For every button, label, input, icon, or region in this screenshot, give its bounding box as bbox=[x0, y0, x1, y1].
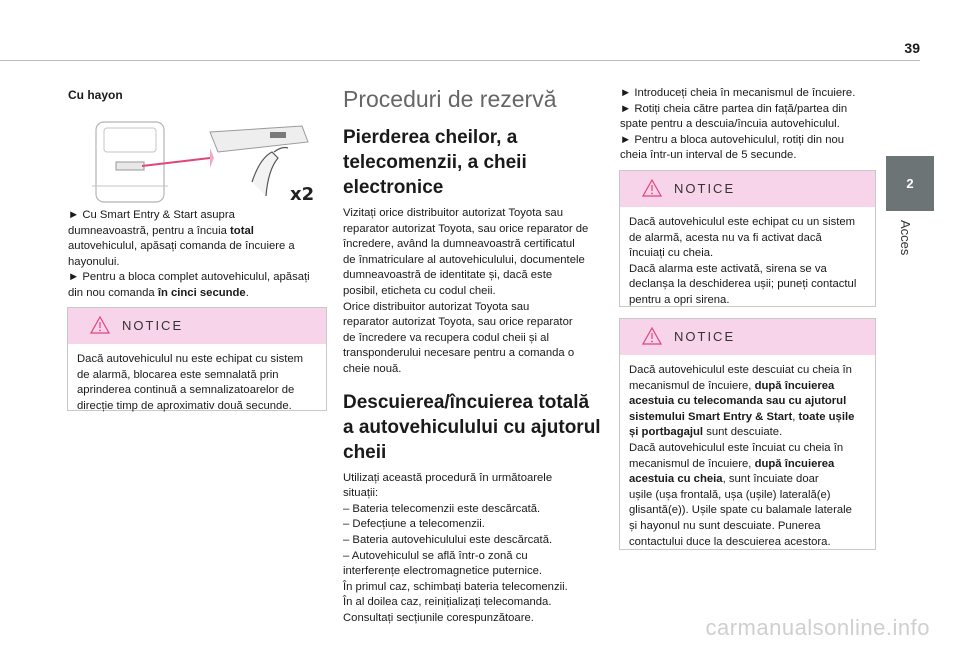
column-left bbox=[68, 88, 330, 299]
warning-icon bbox=[642, 327, 662, 345]
notice-box-alarm bbox=[619, 170, 876, 307]
notice-title: NOTICE bbox=[674, 329, 736, 344]
tailgate-illustration bbox=[92, 118, 332, 208]
notice-title: NOTICE bbox=[122, 318, 184, 333]
notice-header bbox=[68, 308, 326, 344]
main-title: Proceduri de rezervă bbox=[343, 86, 557, 112]
chapter-label: Acces bbox=[898, 220, 913, 256]
section-title-key-lock: Descuierea/încuierea totală a autovehiculului cu ajutorul cheii bbox=[343, 391, 601, 463]
notice-box-unlock bbox=[619, 318, 876, 550]
watermark: carmanualsonline.info bbox=[705, 615, 930, 640]
column-middle bbox=[343, 86, 605, 626]
key-lock-paragraph: Utilizați această procedură în următoarele situații: – Bateria telecomenzii este descărcată. – Defecțiune a telecomenzii. – Bateria autovehiculului este descărcată. – Autovehiculul se află într-o zonă cu interferențe electromagnetice puternice. În primul caz, schimbați bateria telecomenzii. În al doilea caz, reinițializați telecomanda. Consultați secțiunile corespunzătoare. bbox=[343, 471, 568, 624]
notice-header bbox=[620, 319, 875, 355]
top-divider bbox=[0, 60, 920, 61]
notice-header bbox=[620, 171, 875, 207]
section-title-lost-keys: Pierderea cheilor, a telecomenzii, a cheii electronice bbox=[343, 127, 527, 198]
notice-text: Dacă autovehiculul nu este echipat cu sistem de alarmă, blocarea este semnalată prin aprinderea continuă a semnalizatoarelor de direcție timp de aproximativ două secunde. bbox=[77, 353, 304, 412]
x2-label: x2 bbox=[290, 184, 315, 205]
section-heading-hayon: Cu hayon bbox=[68, 88, 123, 102]
lost-keys-paragraph: Vizitați orice distribuitor autorizat Toyota sau reparator autorizat Toyota, sau orice reparator de încredere, având la dumneavoastră certificatul de înmatriculare al autovehiculului, documentele dumneavoastră de identitate și, dacă este posibil, eticheta cu codul cheii. Orice distribuitor autorizat Toyota sau reparator autorizat Toyota, sau orice reparator de încredere va recupera codul cheii și al transponderului necesare pentru a comanda o cheie nouă. bbox=[343, 207, 589, 375]
column-right-intro: ► Introduceți cheia în mecanismul de încuiere. ► Rotiți cheia către partea din față/partea din spate pentru a descuia/încuia autovehiculul. ► Pentru a bloca autovehiculul, rotiți din nou cheia într-un interval de 5 secunde. bbox=[620, 87, 856, 162]
notice-box-left bbox=[67, 307, 327, 411]
warning-icon bbox=[90, 316, 110, 334]
page-number: 39 bbox=[904, 40, 920, 56]
chapter-tab[interactable]: 2 bbox=[886, 156, 934, 211]
notice-title: NOTICE bbox=[674, 181, 736, 196]
notice-text: Dacă autovehiculul este descuiat cu cheia în mecanismul de încuiere, după încuierea acestuia cu telecomanda sau cu ajutorul sistemului Smart Entry & Start, toate ușile și portbagajul sunt descuiate. Dacă autovehiculul este încuiat cu cheia în mecanismul de încuiere, după încuierea acestuia cu cheia, sunt încuiate doar ușile (ușa frontală, ușa (ușile) laterală(e) glisantă(e)). Ușile spate cu balamale laterale și hayonul nu sunt descuiate. Punerea contactului duce la descuierea acestora. bbox=[629, 364, 855, 548]
warning-icon bbox=[642, 179, 662, 197]
left-paragraph: ► Cu Smart Entry & Start asupra dumneavoastră, pentru a încuia total autovehiculul, apăsați comanda de încuiere a hayonului. ► Pentru a bloca complet autovehiculul, apăsați din nou comanda în cinci secunde. bbox=[68, 209, 310, 299]
notice-text: Dacă autovehiculul este echipat cu un sistem de alarmă, acesta nu va fi activat dacă încuiați cu cheia. Dacă alarma este activată, sirena se va declanșa la deschiderea ușii; puneți contactul pentru a opri sirena. bbox=[629, 216, 857, 306]
